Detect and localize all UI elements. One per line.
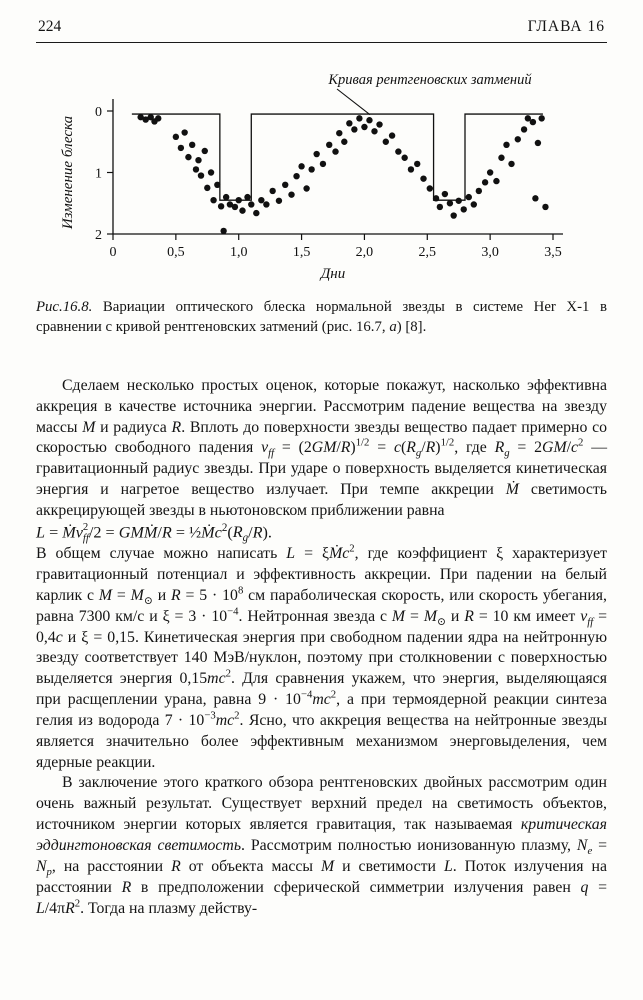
- data-point: [414, 161, 420, 167]
- page-number: 224: [38, 18, 62, 35]
- data-point: [293, 173, 299, 179]
- data-point: [461, 206, 467, 212]
- data-point: [223, 194, 229, 200]
- data-point: [532, 195, 538, 201]
- x-axis-ticks: [110, 234, 562, 260]
- data-point: [427, 185, 433, 191]
- data-point: [308, 166, 314, 172]
- data-point: [193, 166, 199, 172]
- data-point: [498, 155, 504, 161]
- data-point: [466, 194, 472, 200]
- data-point: [389, 132, 395, 138]
- data-point: [214, 182, 220, 188]
- data-point: [361, 124, 367, 130]
- data-point: [538, 115, 544, 121]
- data-point: [218, 203, 224, 209]
- x-tick-label: 1,5: [292, 245, 311, 260]
- data-point: [155, 115, 161, 121]
- data-point: [210, 197, 216, 203]
- data-point: [303, 185, 309, 191]
- data-point: [521, 126, 527, 132]
- y-axis-title: Изменение блеска: [60, 115, 76, 230]
- data-point: [336, 130, 342, 136]
- data-point: [476, 188, 482, 194]
- data-point: [208, 169, 214, 175]
- x-tick-label: 0: [109, 245, 117, 260]
- data-point: [442, 191, 448, 197]
- y-tick-label: 1: [95, 166, 102, 182]
- data-point: [258, 197, 264, 203]
- x-tick-label: 2,0: [355, 245, 374, 260]
- data-point: [204, 185, 210, 191]
- paragraph-accretion-estimates: Сделаем несколько простых оценок, которые покажут, насколько эффективна аккреция в качестве источника энергии. Рассмотрим падение вещества на звезду массы M и радиуса R. Вплоть до поверхности звезды вещество падает примерно со скоростью свободного падения $v_{ff} = (2GM/R)^{1/2} = c(R_g/R)^{1/2}$, где $R_g = 2GM/c^2$ — гравитационный радиус звезды. При ударе о поверхность выделяется кинетическая энергия и нагретое вещество излучает. При темпе аккреции Ṁ светимость аккрецирующей звезды в ньютоновском приближении равна: [36, 376, 608, 519]
- data-point: [220, 228, 226, 234]
- data-point: [542, 204, 548, 210]
- data-point: [282, 182, 288, 188]
- figure-16-8: [36, 69, 607, 338]
- scatter-points: [137, 114, 548, 234]
- light-curve-chart: [38, 69, 618, 283]
- main-text: [36, 376, 607, 920]
- data-point: [232, 204, 238, 210]
- data-point: [239, 207, 245, 213]
- data-point: [269, 188, 275, 194]
- data-point: [433, 195, 439, 201]
- page-header: [36, 16, 607, 43]
- data-point: [253, 210, 259, 216]
- data-point: [189, 142, 195, 148]
- data-point: [202, 148, 208, 154]
- xray-eclipse-curve: [132, 114, 543, 200]
- x-tick-label: 3,5: [544, 245, 562, 260]
- data-point: [198, 172, 204, 178]
- data-point: [341, 139, 347, 145]
- data-point: [178, 145, 184, 151]
- data-point: [346, 120, 352, 126]
- data-point: [248, 201, 254, 207]
- x-tick-label: 0,5: [167, 245, 185, 260]
- paragraph-efficiency: В общем случае можно написать L = ξṀc$^2$, где коэффициент ξ характеризует гравитационный потенциал и эффективность аккреции. При падении на белый карлик с $M = M_⊙$ и $R = 5 \cdot 10^8$ см параболическая скорость, или скорость убегания, равна 7300 км/с и $\xi = 3 \cdot 10^{-4}$. Нейтронная звезда с $M = M_⊙$ и R = 10 км имеет $v_{ff} = 0,4c$ и ξ = 0,15. Кинетическая энергия при свободном падении ядра на нейтронную звезду соответствует 140 МэВ/нуклон, поэтому при столкновении с поверхностью выделяется энергия $0,15mc^2$. Для сравнения укажем, что энергия, выделяющаяся при расщеплении урана, равна $9 \cdot 10^{-4}mc^2$, а при термоядерной реакции синтеза гелия из водорода $7 \cdot 10^{-3}mc^2$. Ясно, что аккреция вещества на нейтронные звезды является значительно более эффективным механизмом энерговыделения, чем ядерные реакции.: [36, 542, 608, 771]
- data-point: [320, 161, 326, 167]
- data-point: [420, 175, 426, 181]
- x-tick-label: 3,0: [481, 245, 499, 260]
- data-point: [332, 148, 338, 154]
- chart-axes: [113, 99, 563, 234]
- data-point: [298, 163, 304, 169]
- data-point: [447, 200, 453, 206]
- data-point: [313, 151, 319, 157]
- data-point: [288, 191, 294, 197]
- x-tick-label: 1,0: [229, 245, 248, 260]
- y-axis-ticks: [95, 105, 113, 243]
- data-point: [383, 139, 389, 145]
- data-point: [471, 201, 477, 207]
- annotation-leader-line: [337, 89, 370, 115]
- data-point: [236, 197, 242, 203]
- data-point: [482, 179, 488, 185]
- data-point: [185, 154, 191, 160]
- chapter-label: ГЛАВА 16: [527, 18, 605, 35]
- x-tick-label: 2,5: [418, 245, 437, 260]
- data-point: [456, 198, 462, 204]
- formula-accretion-luminosity: L = Ṁv 2 ff /2 = GMṀ/R = $\frac{1}{2}Ṁc^2(R_g/R)$.: [36, 520, 272, 545]
- data-point: [493, 178, 499, 184]
- y-tick-label: 0: [95, 105, 102, 120]
- data-point: [535, 140, 541, 146]
- paragraph-eddington-limit: В заключение этого краткого обзора рентгеновских двойных рассмотрим один очень важный результат. Существует верхний предел на светимость объектов, источником энергии которых является гравитация, так называемая критическая эддингтоновская светимость. Рассмотрим полностью ионизованную плазму, $N_e = N_p$, на расстоянии R от объекта массы M и светимости L. Поток излучения на расстоянии R в предположении сферической симметрии излучения равен $q = L/4\pi R^2$. Тогда на плазму действу-: [36, 774, 608, 917]
- data-point: [366, 117, 372, 123]
- data-point: [508, 161, 514, 167]
- data-point: [450, 212, 456, 218]
- data-point: [173, 134, 179, 140]
- data-point: [395, 148, 401, 154]
- data-point: [376, 121, 382, 127]
- data-point: [195, 157, 201, 163]
- data-point: [371, 128, 377, 134]
- data-point: [437, 204, 443, 210]
- data-point: [401, 155, 407, 161]
- data-point: [515, 136, 521, 142]
- data-point: [181, 129, 187, 135]
- data-point: [408, 166, 414, 172]
- y-tick-label: 2: [95, 228, 102, 243]
- data-point: [356, 115, 362, 121]
- data-point: [326, 142, 332, 148]
- data-point: [244, 194, 250, 200]
- x-axis-title: Дни: [320, 266, 346, 282]
- eclipse-curve-annotation: Кривая рентгеновских затмений: [328, 72, 532, 88]
- data-point: [276, 198, 282, 204]
- figure-caption: Рис.16.8. Вариации оптического блеска нормальной звезды в системе Her X-1 в сравнении с кривой рентгеновских затмений (рис. 16.7, а) [8].: [36, 299, 607, 336]
- data-point: [487, 169, 493, 175]
- data-point: [503, 142, 509, 148]
- data-point: [530, 119, 536, 125]
- data-point: [351, 126, 357, 132]
- data-point: [263, 201, 269, 207]
